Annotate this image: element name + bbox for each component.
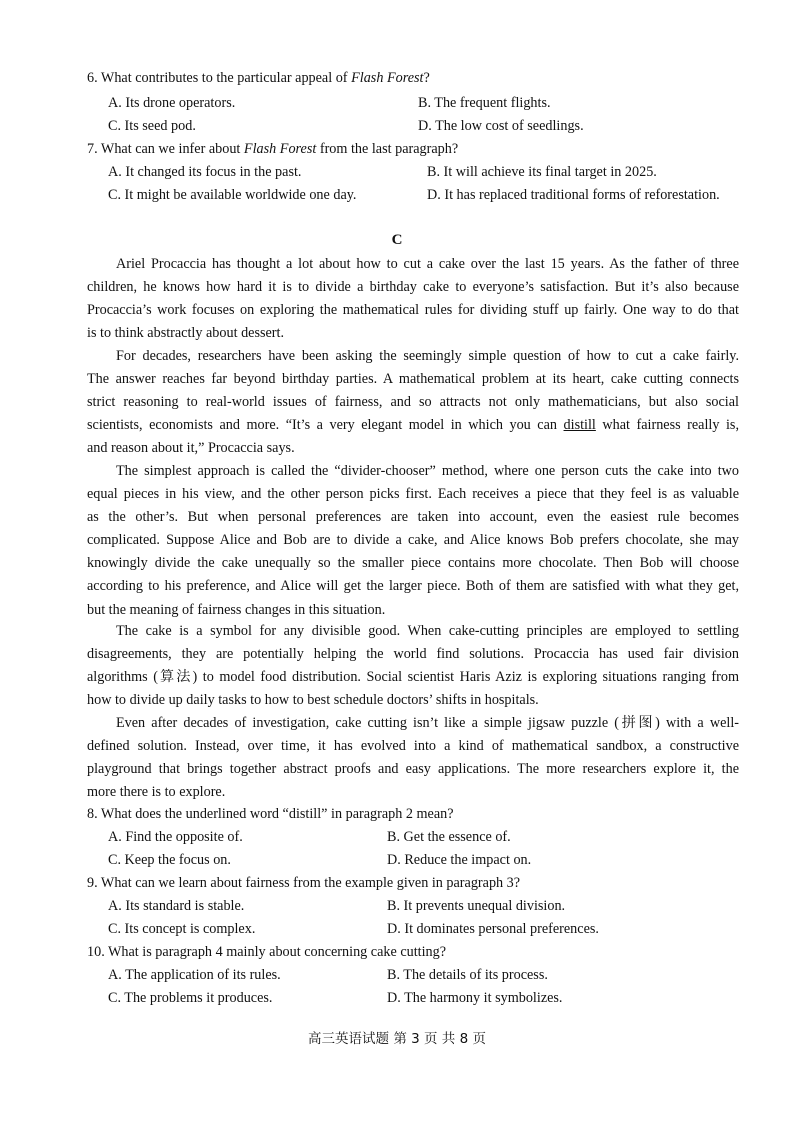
q7-option-a[interactable]: A. It changed its focus in the past. bbox=[108, 164, 302, 180]
q7-option-d[interactable]: D. It has replaced traditional forms of reforestation. bbox=[427, 187, 720, 203]
paragraph-line: Ariel Procaccia has thought a lot about how to cut a cake over the last 15 years. As the father of three bbox=[116, 256, 739, 272]
paragraph-line: Procaccia’s work focuses on exploring the mathematical rules for dividing stuff up fairly. One way to do that bbox=[87, 302, 739, 319]
q10-option-b[interactable]: B. The details of its process. bbox=[387, 967, 548, 983]
paragraph-line: For decades, researchers have been asking the seemingly simple question of how to cut a cake fairly. bbox=[116, 348, 739, 364]
passage-paragraph-2 bbox=[87, 345, 739, 460]
page-footer: 高三英语试题 第 3 页 共 8 页 bbox=[308, 1031, 486, 1047]
question-7-stem: 7. What can we infer about Flash Forest from the last paragraph? bbox=[87, 141, 459, 157]
paragraph-line: defined solution. Instead, over time, it has evolved into a kind of mathematical sandbox, a constructive bbox=[87, 738, 739, 755]
paragraph-line: but the meaning of fairness changes in this situation. bbox=[87, 601, 386, 618]
section-title: C bbox=[391, 232, 403, 248]
paragraph-line: algorithms (算法) to model food distribution. Social scientist Haris Aziz is exploring situations ranging from bbox=[87, 669, 739, 686]
q8-option-d[interactable]: D. Reduce the impact on. bbox=[387, 852, 532, 868]
question-9-stem: 9. What can we learn about fairness from the example given in paragraph 3? bbox=[87, 875, 521, 891]
paragraph-line: The simplest approach is called the “divider-chooser” method, where one person cuts the cake into two bbox=[116, 463, 739, 479]
paragraph-line: Even after decades of investigation, cake cutting isn’t like a simple jigsaw puzzle (拼图) with a well- bbox=[116, 715, 739, 731]
paragraph-line: complicated. Suppose Alice and Bob are to divide a cake, and Alice knows Bob prefers chocolate, she may bbox=[87, 532, 739, 549]
passage-paragraph-4 bbox=[87, 620, 739, 712]
paragraph-line: scientists, economists and more. “It’s a very elegant model in which you can distill what fairness really is, bbox=[87, 417, 739, 434]
q8-option-c[interactable]: C. Keep the focus on. bbox=[108, 852, 231, 868]
q10-option-c[interactable]: C. The problems it produces. bbox=[108, 990, 273, 1006]
paragraph-line: how to divide up daily tasks to how to best schedule doctors’ shifts in hospitals. bbox=[87, 692, 539, 709]
question-6-stem: 6. What contributes to the particular appeal of Flash Forest? bbox=[87, 70, 430, 86]
q9-option-c[interactable]: C. Its concept is complex. bbox=[108, 921, 256, 937]
paragraph-line: The cake is a symbol for any divisible good. When cake-cutting principles are employed to settling bbox=[116, 623, 739, 639]
q10-option-a[interactable]: A. The application of its rules. bbox=[108, 967, 281, 983]
passage-paragraph-5 bbox=[87, 712, 739, 804]
question-8-stem: 8. What does the underlined word “distill” in paragraph 2 mean? bbox=[87, 806, 454, 822]
passage-paragraph-3 bbox=[87, 460, 739, 622]
paragraph-line: playground that brings together abstract proofs and easy applications. The more researchers explore it, the bbox=[87, 761, 739, 778]
paragraph-line: is to think abstractly about dessert. bbox=[87, 325, 285, 342]
q6-option-d[interactable]: D. The low cost of seedlings. bbox=[418, 118, 584, 134]
q6-option-c[interactable]: C. Its seed pod. bbox=[108, 118, 196, 134]
paragraph-line: knowingly divide the cake unequally so the smaller piece contains more chocolate. Then Bob will choose bbox=[87, 555, 739, 572]
paragraph-line: according to his preference, and Alice will get the larger piece. Both of them are satisfied with what they get, bbox=[87, 578, 739, 595]
underlined-word: distill bbox=[563, 417, 596, 434]
paragraph-line: disagreements, they are potentially helping the world find solutions. Procaccia has used fair division bbox=[87, 646, 739, 663]
q9-option-b[interactable]: B. It prevents unequal division. bbox=[387, 898, 566, 914]
q9-option-d[interactable]: D. It dominates personal preferences. bbox=[387, 921, 599, 937]
q6-option-a[interactable]: A. Its drone operators. bbox=[108, 95, 236, 111]
paragraph-line: as the other’s. But when personal preferences are taken into account, even the easiest rule becomes bbox=[87, 509, 739, 526]
paragraph-line: and reason about it,” Procaccia says. bbox=[87, 440, 295, 457]
q7-option-c[interactable]: C. It might be available worldwide one day. bbox=[108, 187, 357, 203]
question-10-stem: 10. What is paragraph 4 mainly about concerning cake cutting? bbox=[87, 944, 447, 960]
q8-option-b[interactable]: B. Get the essence of. bbox=[387, 829, 511, 845]
q8-option-a[interactable]: A. Find the opposite of. bbox=[108, 829, 243, 845]
paragraph-line: children, he knows how hard it is to divide a birthday cake to everyone’s satisfaction. But it’s also because bbox=[87, 279, 739, 296]
paragraph-line: equal pieces in his view, and the other person picks first. Each receives a piece that they feel is as valuable bbox=[87, 486, 739, 503]
paragraph-line: more there is to explore. bbox=[87, 784, 226, 801]
q9-option-a[interactable]: A. Its standard is stable. bbox=[108, 898, 245, 914]
q10-option-d[interactable]: D. The harmony it symbolizes. bbox=[387, 990, 563, 1006]
paragraph-line: The answer reaches far beyond birthday parties. A mathematical problem at its heart, cake cutting connects bbox=[87, 371, 739, 388]
paragraph-line: strict reasoning to real-world issues of fairness, and so attracts not only mathematicians, but also social bbox=[87, 394, 739, 411]
passage-paragraph-1 bbox=[87, 253, 739, 345]
q6-option-b[interactable]: B. The frequent flights. bbox=[418, 95, 551, 111]
q7-option-b[interactable]: B. It will achieve its final target in 2025. bbox=[427, 164, 657, 180]
